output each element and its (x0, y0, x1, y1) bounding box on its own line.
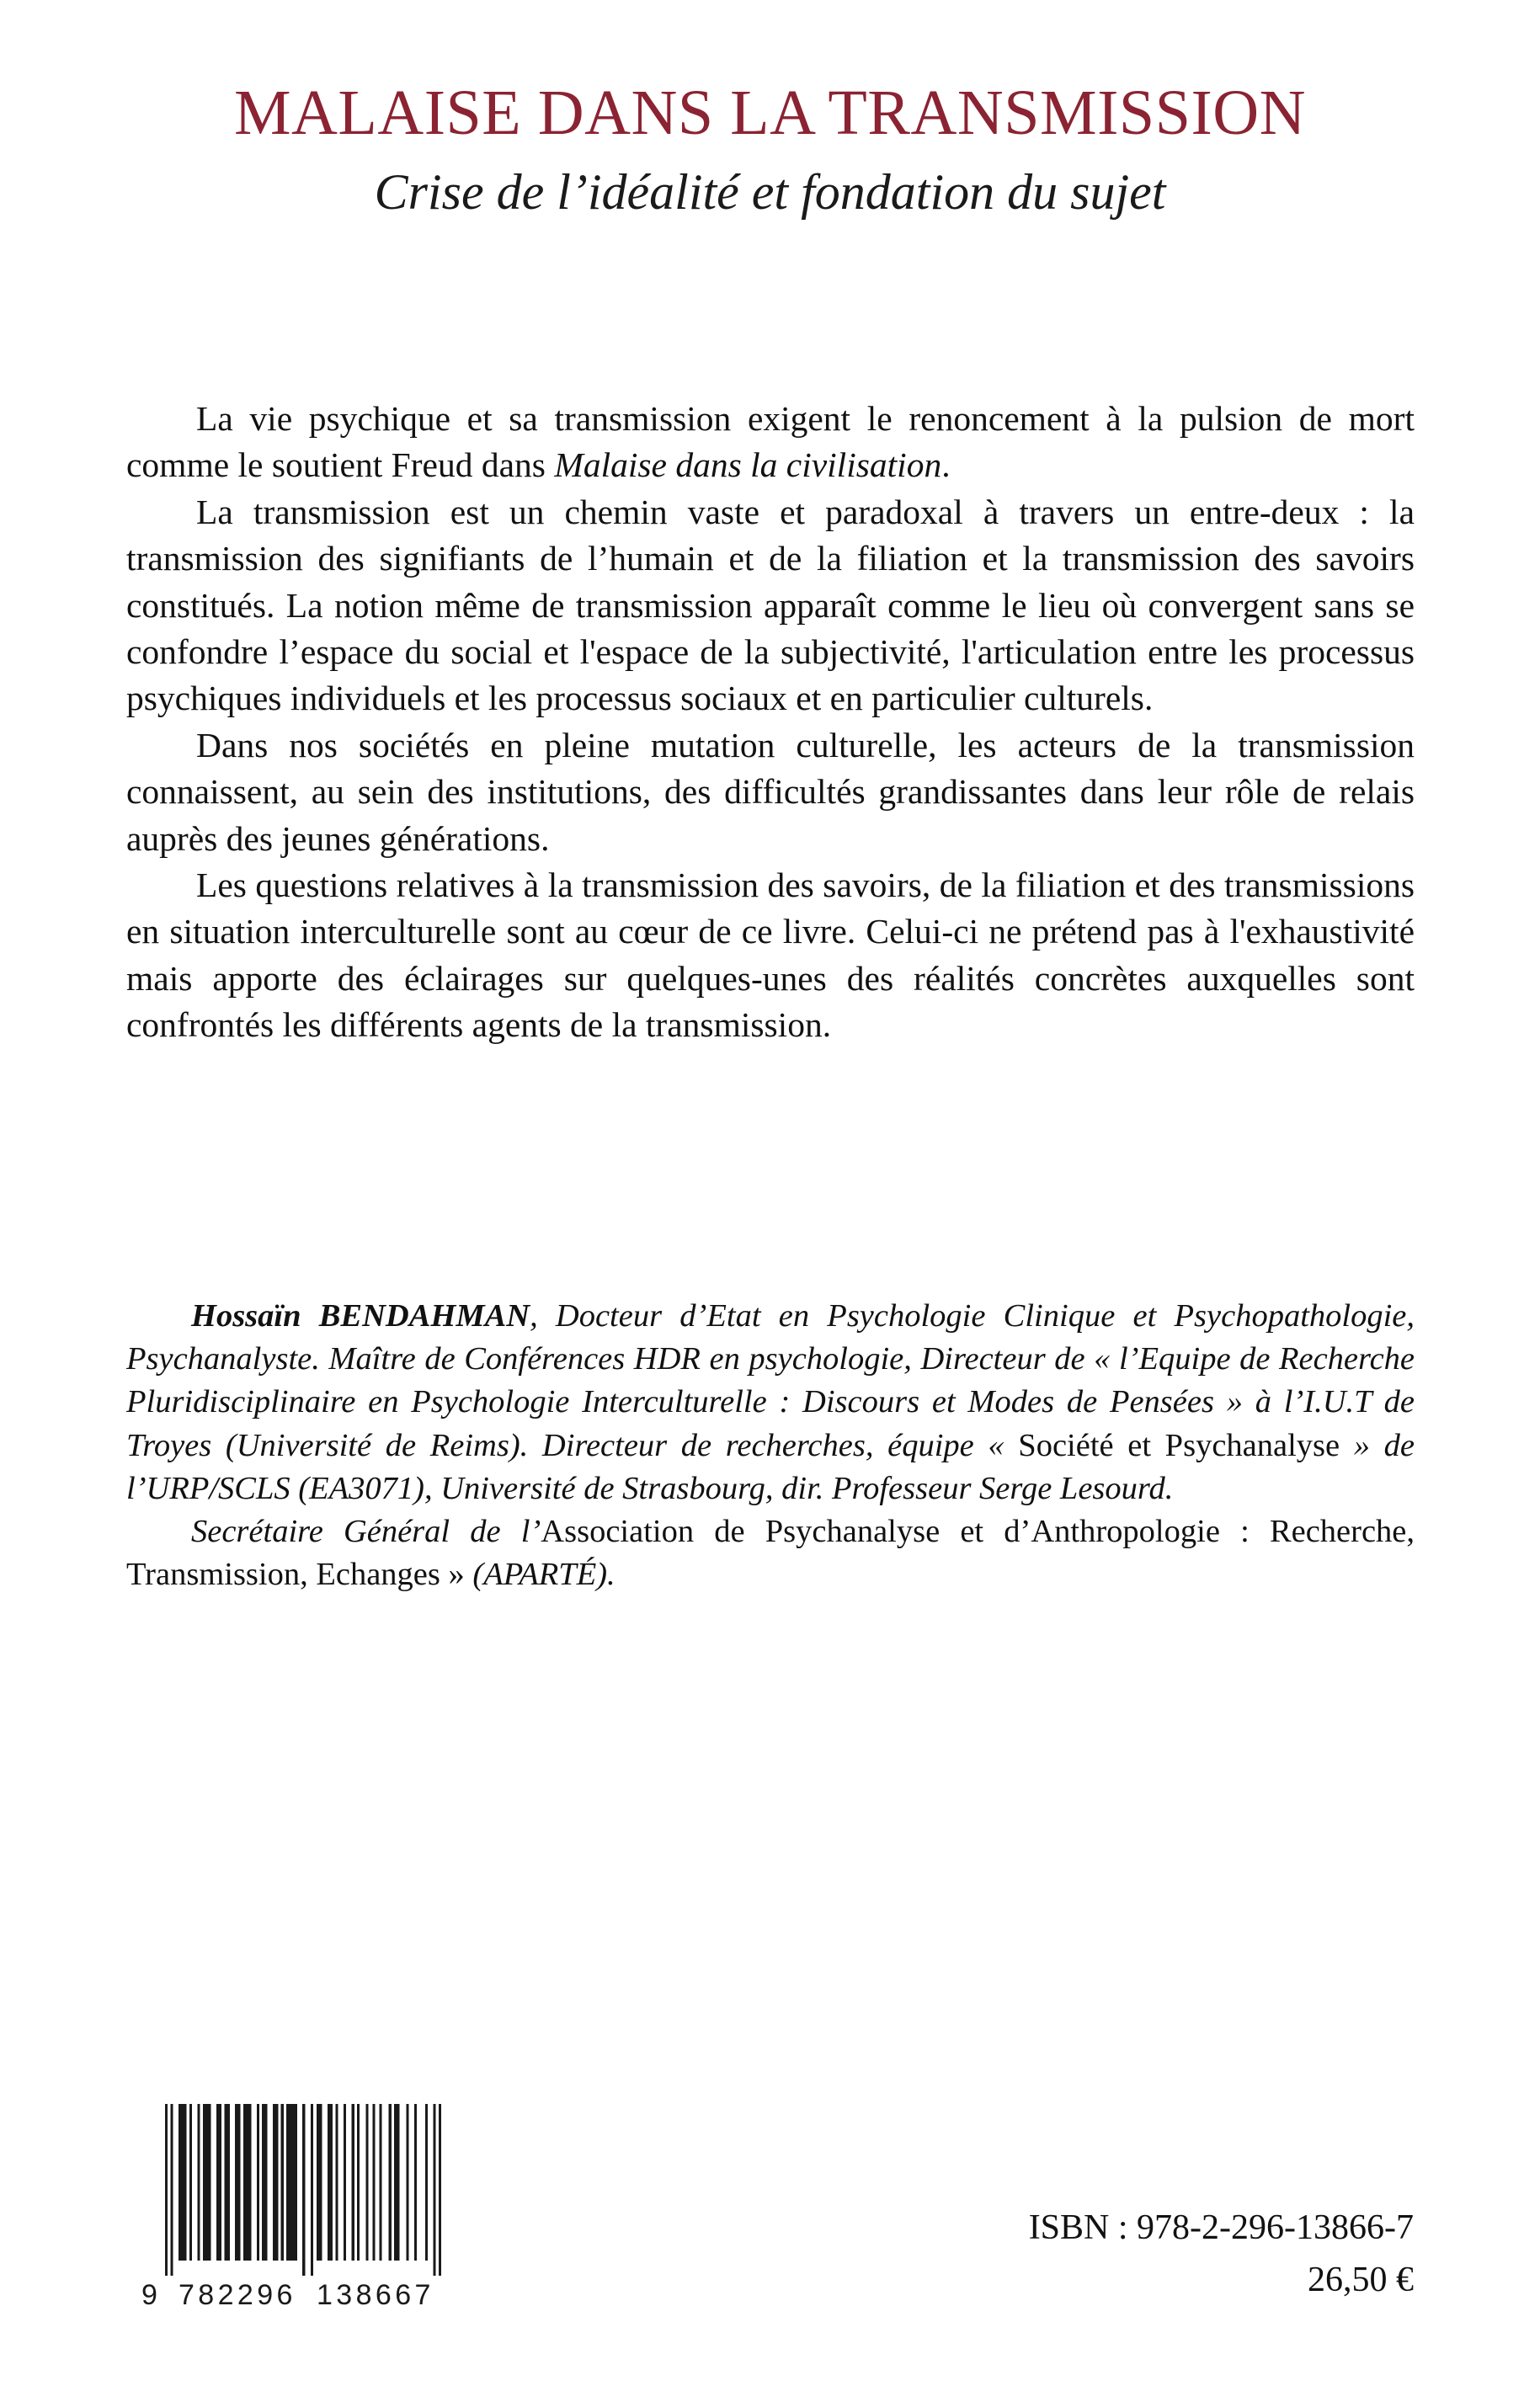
bio-paragraph-2 (126, 1510, 1415, 1596)
barcode-digit-guard: 9 (141, 2279, 157, 2311)
title-block (0, 77, 1540, 220)
blurb-paragraph-2: La transmission est un chemin vaste et paradoxal à travers un entre-deux : la transmission des signifiants de l’humain et de la filiation et la transmission des savoirs constitués. La notion même de transmission apparaît comme le lieu où convergent sans se confondre l’espace du social et l'espace de la subjectivité, l'articulation entre les processus psychiques individuels et les processus sociaux et en particulier culturels. (126, 492, 1415, 718)
barcode-digits-right: 138667 (317, 2279, 434, 2311)
blurb-paragraph-4: Les questions relatives à la transmission des savoirs, de la filiation et des transmissions en situation interculturelle sont au cœur de ce livre. Celui-ci ne prétend pas à l'exhaustivité mais apporte des éclairages sur quelques-unes des réalités concrètes auxquelles sont confrontés les différents agents de la transmission. (126, 865, 1415, 1045)
bio-association-name: Association de Psychanalyse et d’Anthropologie : Recherche, Transmission, Echanges » (126, 1514, 1415, 1593)
page-title: MALAISE DANS LA TRANSMISSION (233, 77, 1307, 148)
isbn-text: ISBN : 978-2-296-13866-7 (1028, 2208, 1414, 2247)
blurb-p1-book-reference: Malaise dans la civilisation (554, 445, 942, 485)
bio-p2-acronym: (APARTÉ). (472, 1557, 615, 1593)
blurb-p1-seg-1: La vie psychique et sa transmission exigent le renoncement à la pulsion de mort comme le soutient Freud dans (126, 399, 1415, 485)
price-text: 26,50 € (1308, 2260, 1414, 2299)
blurb-text (126, 396, 1415, 1048)
blurb-p1-seg-3: . (941, 445, 951, 485)
barcode-ean13-icon (141, 2101, 495, 2311)
bio-research-team-name: Société et Psychanalyse (1018, 1427, 1340, 1463)
author-name: Hossaïn BENDAHMAN (191, 1298, 530, 1334)
blurb-paragraph-3: Dans nos sociétés en pleine mutation culturelle, les acteurs de la transmission connaissent, au sein des institutions, des difficultés grandissantes dans leur rôle de relais auprès des jeunes générations. (126, 725, 1415, 858)
isbn-price-block (1029, 2202, 1414, 2306)
bio-paragraph-1 (126, 1295, 1415, 1510)
blurb-paragraph-1 (126, 396, 1415, 489)
bio-p1-body: , Docteur d’Etat en Psychologie Clinique et Psychopathologie, Psychanalyste. Maître de Conférences HDR en psychologie, Directeur de « l’Equipe de Recherche Pluridisciplinaire en Psychologie Interculturelle : Discours et Modes de Pensées » à l’I.U.T de Troyes (Université de Reims). Directeur de recherches, équipe « (126, 1298, 1415, 1463)
bio-p1-tail: » de l’URP/SCLS (EA3071), Université de Strasbourg, dir. Professeur Serge Lesourd. (126, 1427, 1415, 1506)
bio-p2-lead: Secrétaire Général de l’ (191, 1514, 541, 1550)
barcode-area (141, 2101, 495, 2311)
barcode-digits-left: 782296 (179, 2279, 296, 2311)
page-subtitle: Crise de l’idéalité et fondation du sujet (374, 164, 1166, 220)
author-biography (126, 1295, 1415, 1596)
